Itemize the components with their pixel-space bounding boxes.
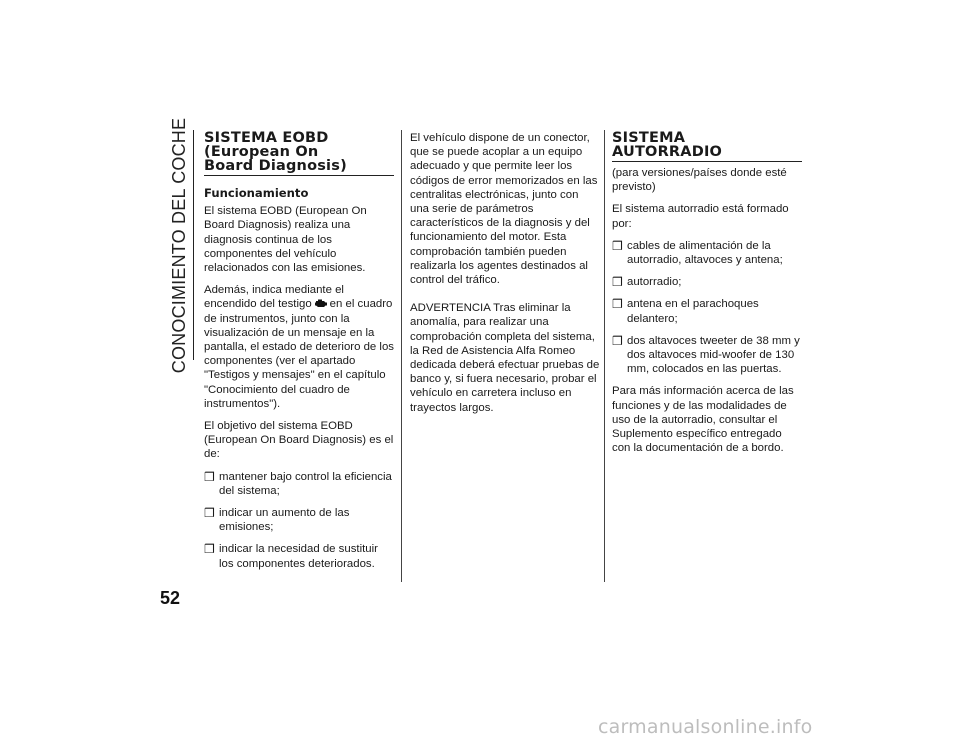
eobd-p2-before: Además, indica mediante el encendido del testigo xyxy=(204,284,344,311)
eobd-heading-line1: SISTEMA EOBD xyxy=(204,130,329,146)
list-item: ❒ autorradio; xyxy=(612,275,682,290)
autorradio-bullet-list xyxy=(612,239,802,377)
column-eobd xyxy=(204,131,394,579)
side-chapter-text: CONOCIMIENTO DEL COCHE xyxy=(169,117,190,373)
checkbox-bullet-icon: ❒ xyxy=(612,297,623,312)
page-number: 52 xyxy=(160,588,181,608)
eobd-paragraph-2 xyxy=(204,283,394,411)
eobd-heading-line3: Board Diagnosis) xyxy=(204,158,347,174)
autorradio-heading-line2: AUTORRADIO xyxy=(612,144,723,160)
autorradio-heading xyxy=(612,131,802,162)
eobd-bullet-list xyxy=(204,470,394,571)
eobd-paragraph-1: El sistema EOBD (European On Board Diagnosis) realiza una diagnosis continua de los componentes del vehículo relacionados con las emisiones. xyxy=(204,205,367,275)
engine-check-icon xyxy=(314,298,328,308)
checkbox-bullet-icon: ❒ xyxy=(612,238,623,253)
autorradio-heading-line1: SISTEMA xyxy=(612,130,686,146)
autorradio-paragraph-2: El sistema autorradio está formado por: xyxy=(612,203,789,230)
side-rule xyxy=(193,130,194,360)
eobd-heading-line2: (European On xyxy=(204,144,319,160)
checkbox-bullet-icon: ❒ xyxy=(612,275,623,290)
autorradio-paragraph-1: (para versiones/países donde esté previsto) xyxy=(612,167,787,194)
watermark-link[interactable]: carmanualsonline.info xyxy=(598,716,813,738)
column-divider-1 xyxy=(401,130,402,582)
list-item: ❒ cables de alimentación de la autorradio, altavoces y antena; xyxy=(612,238,783,267)
checkbox-bullet-icon: ❒ xyxy=(204,542,215,557)
column-autorradio xyxy=(612,131,802,463)
list-item: ❒ mantener bajo control la eficiencia del sistema; xyxy=(204,469,392,497)
column-divider-2 xyxy=(604,130,605,582)
checkbox-bullet-icon: ❒ xyxy=(612,333,623,348)
eobd-heading xyxy=(204,131,394,176)
list-item: ❒ dos altavoces tweeter de 38 mm y dos altavoces mid-woofer de 130 mm, colocados en las puertas. xyxy=(612,333,800,376)
eobd-paragraph-3: El objetivo del sistema EOBD (European On Board Diagnosis) es el de: xyxy=(204,420,394,461)
autorradio-paragraph-3: Para más información acerca de las funciones y de las modalidades de uso de la autorradio, consultar el Suplemento específico entregado con la documentación de a bordo. xyxy=(612,385,794,455)
list-item: ❒ antena en el parachoques delantero; xyxy=(612,297,759,325)
warning-paragraph: ADVERTENCIA Tras eliminar la anomalía, para realizar una comprobación completa del sistema, la Red de Asistencia Alfa Romeo dedicada deberá efectuar pruebas de banco y, si fuera necesario, probar el vehículo en carretera incluso en trayectos largos. xyxy=(410,302,600,414)
column-connector xyxy=(410,131,600,423)
checkbox-bullet-icon: ❒ xyxy=(204,469,215,484)
list-item: ❒ indicar la necesidad de sustituir los componentes deteriorados. xyxy=(204,542,378,570)
eobd-subheading: Funcionamiento xyxy=(204,186,309,200)
checkbox-bullet-icon: ❒ xyxy=(204,506,215,521)
list-item: ❒ indicar un aumento de las emisiones; xyxy=(204,506,350,534)
side-chapter-title xyxy=(166,117,194,373)
eobd-p2-after: en el cuadro de instrumentos, junto con la visualización de un mensaje en la pantalla, el estado de deterioro de los componentes (ver el apartado "Testigos y mensajes" en el capítulo "Conocimiento del cuadro de instrumentos"). xyxy=(204,298,394,410)
connector-paragraph: El vehículo dispone de un conector, que se puede acoplar a un equipo adecuado y que permite leer los códigos de error memorizados en las centralitas electrónicas, junto con una serie de parámetros característicos de la diagnosis y del funcionamiento del motor. Esta comprobación también pueden realizarla los agentes destinados al control del tráfico. xyxy=(410,132,598,287)
